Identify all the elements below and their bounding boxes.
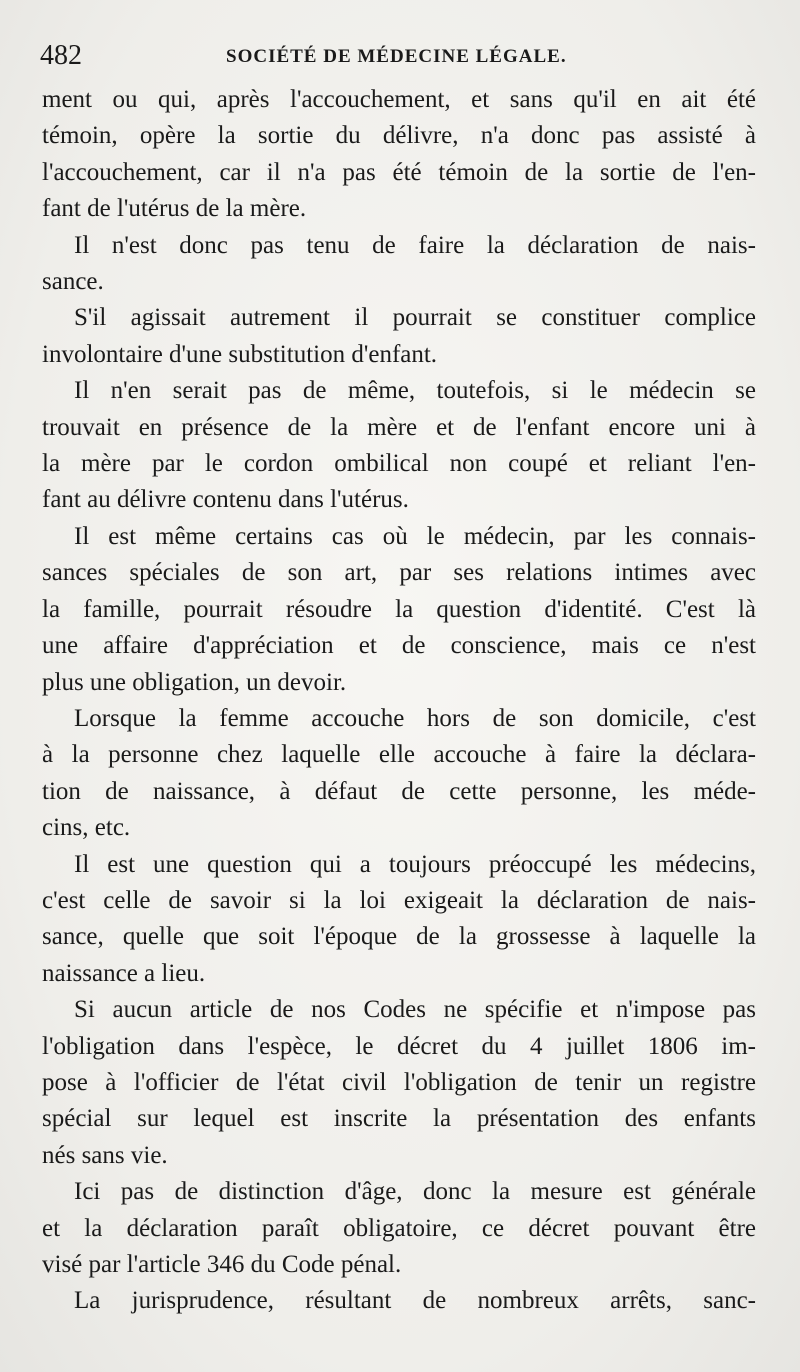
running-title: SOCIÉTÉ DE MÉDECINE LÉGALE.: [226, 46, 567, 67]
text-line: Il est une question qui a toujours préoccupé les médecins,: [74, 850, 756, 878]
text-line: et la déclaration paraît obligatoire, ce décret pouvant être: [42, 1214, 756, 1242]
text-line: fant au délivre contenu dans l'utérus.: [42, 486, 409, 514]
text-line: Il n'en serait pas de même, toutefois, si le médecin se: [74, 377, 756, 405]
page-number: 482: [40, 40, 82, 71]
text-line: Il est même certains cas où le médecin, par les connais-: [74, 522, 756, 550]
text-line: trouvait en présence de la mère et de l'enfant encore uni à: [42, 413, 756, 441]
text-line: Ici pas de distinction d'âge, donc la mesure est générale: [74, 1178, 756, 1206]
text-line: la famille, pourrait résoudre la question d'identité. C'est là: [42, 595, 756, 623]
text-line: fant de l'utérus de la mère.: [42, 195, 307, 223]
text-line: l'obligation dans l'espèce, le décret du 4 juillet 1806 im-: [42, 1032, 756, 1060]
text-line: la mère par le cordon ombilical non coupé et reliant l'en-: [42, 450, 756, 478]
text-line: naissance a lieu.: [42, 959, 206, 987]
text-line: involontaire d'une substitution d'enfant.: [42, 340, 438, 368]
text-line: sance, quelle que soit l'époque de la grossesse à laquelle la: [42, 923, 756, 951]
body-text: [42, 82, 756, 1320]
text-line: une affaire d'appréciation et de conscience, mais ce n'est: [42, 632, 756, 660]
text-line: Si aucun article de nos Codes ne spécifie et n'impose pas: [74, 996, 756, 1024]
text-line: cins, etc.: [42, 814, 131, 842]
text-line: l'accouchement, car il n'a pas été témoin de la sortie de l'en-: [42, 158, 756, 186]
text-line: témoin, opère la sortie du délivre, n'a donc pas assisté à: [42, 122, 756, 150]
text-line: ment ou qui, après l'accouchement, et sans qu'il en ait été: [42, 86, 756, 113]
text-line: Il n'est donc pas tenu de faire la déclaration de nais-: [74, 231, 756, 259]
text-line: tion de naissance, à défaut de cette personne, les méde-: [42, 777, 756, 805]
text-line: plus une obligation, un devoir.: [42, 668, 347, 696]
text-line: visé par l'article 346 du Code pénal.: [42, 1251, 402, 1278]
text-line: pose à l'officier de l'état civil l'obligation de tenir un registre: [42, 1068, 756, 1096]
text-line: spécial sur lequel est inscrite la présentation des enfants: [42, 1105, 756, 1133]
text-line: Lorsque la femme accouche hors de son domicile, c'est: [74, 704, 756, 732]
page-header: [40, 40, 760, 80]
text-line: nés sans vie.: [42, 1141, 168, 1169]
text-line: c'est celle de savoir si la loi exigeait la déclaration de nais-: [42, 886, 756, 914]
text-line: sances spéciales de son art, par ses relations intimes avec: [42, 559, 756, 587]
text-line: à la personne chez laquelle elle accouche à faire la déclara-: [42, 741, 756, 769]
text-line: sance.: [42, 268, 104, 296]
text-line: La jurisprudence, résultant de nombreux arrêts, sanc-: [74, 1287, 756, 1315]
text-line: S'il agissait autrement il pourrait se constituer complice: [74, 304, 756, 332]
